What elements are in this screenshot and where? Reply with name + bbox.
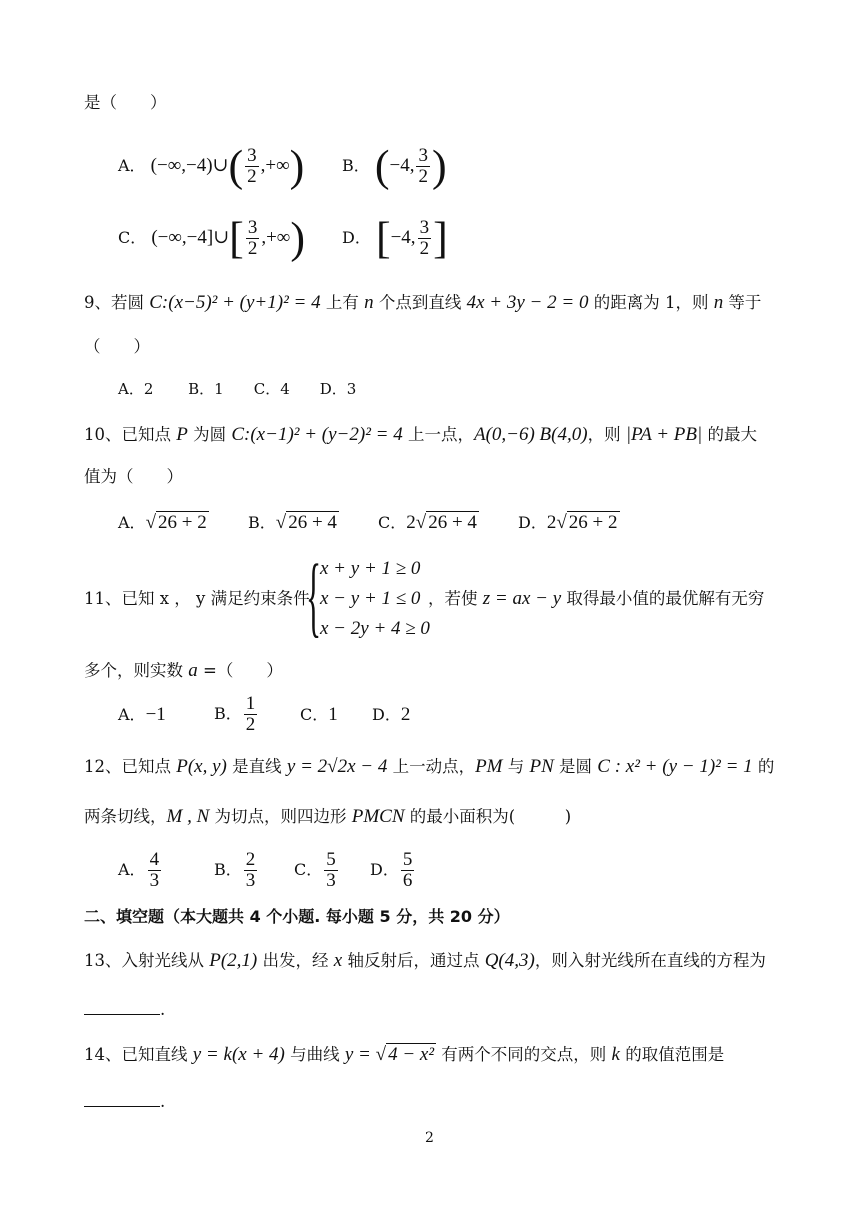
q14-answer: . bbox=[84, 1090, 165, 1113]
q9-options: A．2 B．1 C．4 D．3 bbox=[118, 380, 357, 398]
q11-option-c: C．1 bbox=[300, 704, 338, 725]
page-number: 2 bbox=[425, 1130, 434, 1146]
question-10: 10、已知点 P 为圆 C:(x−1)² + (y−2)² = 4 上一点，A(0,−6) B(4,0)，则 |PA + PB| 的最大 bbox=[84, 424, 757, 445]
option-label: D． bbox=[342, 228, 371, 247]
expr: (−∞,−4]∪ bbox=[151, 227, 230, 248]
question-9: 9、若圆 C:(x−5)² + (y+1)² = 4 上有 n 个点到直线 4x + 3y − 2 = 0 的距离为 1，则 n 等于 bbox=[84, 292, 762, 313]
q10-option-a: A．√ 26 + 2 bbox=[118, 512, 207, 533]
fraction: $\frac{3}{2}$ bbox=[418, 145, 428, 187]
q8-option-b: B． (−4, $\frac{3}{2}$ ) bbox=[342, 141, 447, 191]
q12-line2: 两条切线，M , N 为切点，则四边形 PMCN 的最小面积为( ) bbox=[84, 806, 572, 827]
line-equation: y = k(x + 4) bbox=[192, 1044, 285, 1065]
question-11-right: ，若使 z = ax − y 取得最小值的最优解有无穷 bbox=[428, 588, 765, 609]
constraint-3: x − 2y + 4 ≥ 0 bbox=[320, 618, 430, 639]
line-equation: y = 2√2x − 4 bbox=[286, 756, 388, 777]
circle-equation: C:(x−5)² + (y+1)² = 4 bbox=[149, 292, 321, 313]
constraint-1: x + y + 1 ≥ 0 bbox=[320, 558, 421, 579]
answer-blank[interactable] bbox=[84, 998, 160, 1015]
q11-option-b: B． $\frac{1}{2}$ bbox=[214, 693, 256, 735]
circle-equation: C:(x−1)² + (y−2)² = 4 bbox=[231, 424, 403, 445]
q12-option-a: A． $\frac{4}{3}$ bbox=[118, 849, 160, 891]
q12-option-b: B． $\frac{2}{3}$ bbox=[214, 849, 256, 891]
option-label: C． bbox=[118, 228, 147, 247]
q8-option-c: C． (−∞,−4]∪[ $\frac{3}{2}$ ,+∞) bbox=[118, 213, 305, 263]
option-label: B． bbox=[342, 156, 370, 175]
expr: −4, bbox=[390, 227, 416, 248]
q9-paren: （ ） bbox=[84, 337, 150, 356]
q8-tail: 是（ ） bbox=[84, 93, 167, 112]
q10-line2: 值为（ ） bbox=[84, 467, 183, 486]
answer-blank[interactable] bbox=[84, 1090, 160, 1107]
q10-option-b: B．√ 26 + 4 bbox=[248, 512, 337, 533]
q8-option-a: A． (−∞,−4)∪( $\frac{3}{2}$ ,+∞) bbox=[118, 141, 305, 191]
expr: ,+∞ bbox=[260, 155, 290, 176]
fraction: $\frac{3}{2}$ bbox=[419, 217, 430, 259]
q8-option-d: D． [−4, $\frac{3}{2}$ ] bbox=[342, 213, 448, 263]
circle-equation: C : x² + (y − 1)² = 1 bbox=[597, 756, 753, 777]
q10-option-c: C．2√ 26 + 4 bbox=[378, 512, 477, 533]
objective: z = ax − y bbox=[482, 588, 562, 609]
constraint-2: x − y + 1 ≤ 0 bbox=[320, 588, 421, 609]
points: A(0,−6) B(4,0) bbox=[473, 424, 588, 445]
q11-option-a: A．−1 bbox=[118, 704, 166, 725]
constraint-brace: { bbox=[306, 547, 322, 646]
fraction: $\frac{3}{2}$ bbox=[247, 145, 257, 187]
q11-line2: 多个，则实数 a =（ ） bbox=[84, 660, 283, 681]
q10-option-d: D．2√ 26 + 2 bbox=[518, 512, 618, 533]
expr: −4, bbox=[389, 155, 415, 176]
section-heading: 二、填空题（本大题共 4 个小题. 每小题 5 分，共 20 分） bbox=[84, 907, 510, 926]
q12-option-d: D． $\frac{5}{6}$ bbox=[370, 849, 413, 891]
option-label: A． bbox=[118, 156, 146, 175]
vector-sum: |PA + PB| bbox=[625, 424, 703, 445]
question-11: 11、已知 x ， y 满足约束条件 bbox=[84, 589, 310, 608]
fraction: $\frac{3}{2}$ bbox=[247, 217, 258, 259]
q13-answer: . bbox=[84, 998, 165, 1021]
expr: ,+∞ bbox=[261, 227, 291, 248]
q11-option-d: D．2 bbox=[372, 704, 411, 725]
question-14: 14、已知直线 y = k(x + 4) 与曲线 y = √ 4 − x² 有两个不同的交点，则 k 的取值范围是 bbox=[84, 1044, 725, 1065]
expr: (−∞,−4)∪ bbox=[150, 155, 229, 176]
radicand: 4 − x² bbox=[388, 1044, 435, 1065]
question-13: 13、入射光线从 P(2,1) 出发，经 x 轴反射后，通过点 Q(4,3)，则入射光线所在直线的方程为 bbox=[84, 950, 766, 971]
line-equation: 4x + 3y − 2 = 0 bbox=[466, 292, 589, 313]
question-12: 12、已知点 P(x, y) 是直线 y = 2√2x − 4 上一动点，PM 与 PN 是圆 C : x² + (y − 1)² = 1 的 bbox=[84, 756, 775, 777]
q12-option-c: C． $\frac{5}{3}$ bbox=[294, 849, 336, 891]
